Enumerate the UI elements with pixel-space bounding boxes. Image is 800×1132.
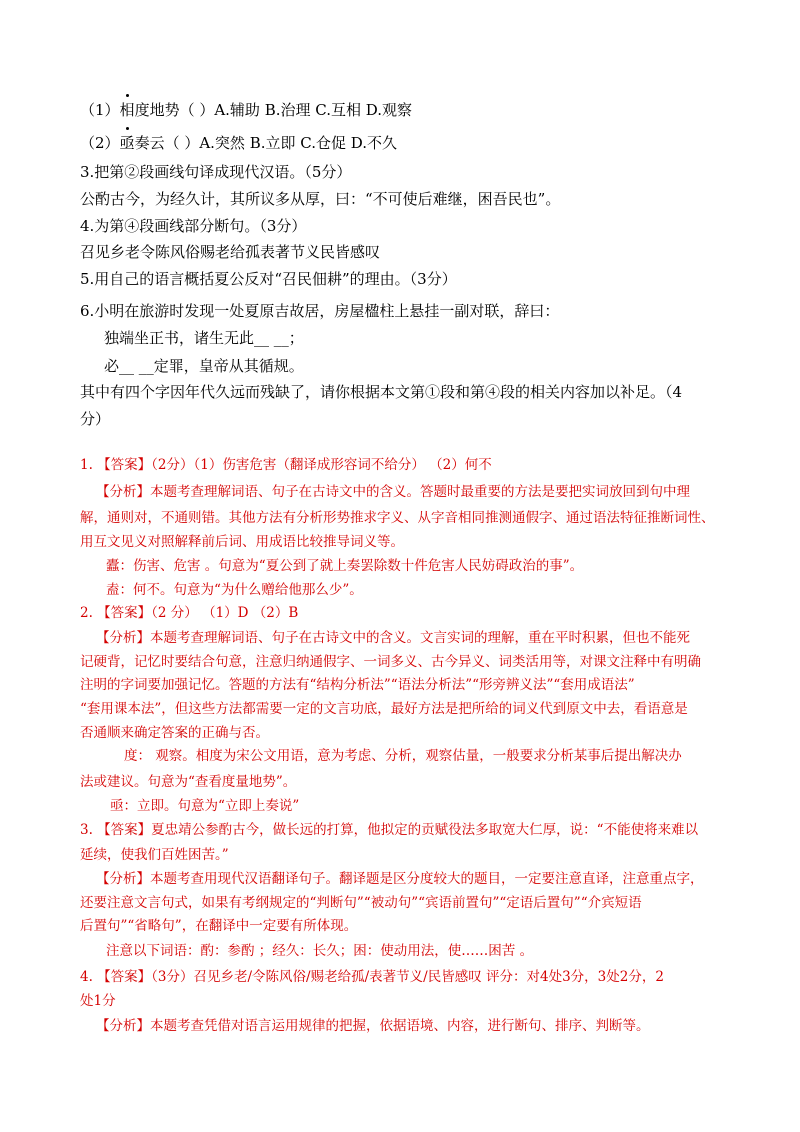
answer-2-note: 法或建议。句意为“查看度量地势”。 [80, 774, 297, 790]
answer-3-head: 3. 【答案】夏忠靖公参酌古今，做长远的打算，他拟定的贡赋役法多取宽大仁厚，说：“不能使将来难以 [80, 822, 699, 838]
q4-text: 召见乡老令陈风俗赐老给孤表著节义民皆感叹 [80, 243, 381, 261]
q6-couplet-line-1: 独端坐正书，诸生无此__ __； [104, 329, 304, 347]
answer-3-analysis: 【分析】本题考查用现代汉语翻译句子。翻译题是区分度较大的题目，一定要注意直译，注意重点字， [96, 871, 704, 887]
answer-1-note: 盍：何不。句意为“为什么赠给他那么少”。 [106, 582, 363, 598]
q2-option-2-prefix: （2） [80, 134, 120, 152]
answer-1-head: 1. 【答案】（2分）（1）伤害危害（翻译成形容词不给分） （2）何不 [80, 457, 492, 473]
q2-option-2-text: 奏云（ ）A.突然 B.立即 C.仓促 D.不久 [134, 134, 397, 152]
answer-2-note: 亟：立即。句意为“立即上奏说” [110, 798, 300, 814]
answer-3-note: 注意以下词语：酌：参酌 ；经久：长久；困：使动用法，使……困苦 。 [106, 943, 534, 959]
q2-option-1-prefix: （1） [80, 101, 120, 119]
q6-description-cont: 分） [80, 410, 111, 428]
answer-3-head: 延续，使我们百姓困苦。” [80, 847, 229, 863]
emphasis-dot-char: 相 [119, 101, 135, 119]
q6-couplet-line-2: 必__ __定罪，皇帝从其循规。 [104, 357, 304, 375]
answer-2-analysis: 【分析】本题考查理解词语、句子在古诗文中的含义。文言实词的理解，重在平时积累，但也不能死 [96, 630, 690, 646]
answer-4-head: 处1分 [80, 993, 116, 1009]
answer-3-analysis: 后置句”“省略句”，在翻译中一定要有所体现。 [80, 918, 358, 934]
answer-2-analysis: 注明的字词要加强记忆。答题的方法有“结构分析法”“语法分析法”“形旁辨义法”“套用成语法” [80, 677, 635, 693]
q2-option-2 [80, 132, 397, 154]
answer-2-analysis: 否通顺来确定答案的正确与否。 [80, 725, 269, 741]
answer-4-analysis: 【分析】本题考查凭借对语言运用规律的把握，依据语境、内容，进行断句、排序、判断等。 [96, 1018, 650, 1034]
answer-1-note: 蠹：伤害、危害 。句意为“夏公到了就上奏罢除数十件危害人民妨碍政治的事”。 [106, 558, 584, 574]
answer-1-analysis: 解，通则对，不通则错。其他方法有分析形势推求字义、从字音相同推测通假字、通过语法特征推断词性、 [80, 510, 715, 526]
answer-3-analysis: 还要注意文言句式，如果有考纲规定的“判断句”“被动句”“宾语前置句”“定语后置句”“介宾短语 [80, 895, 642, 911]
answer-4-head: 4. 【答案】（3分）召见乡老/令陈风俗/赐老给孤/表著节义/民皆感叹 评分：对4处3分，3处2分，2 [80, 969, 664, 985]
answer-2-analysis: “套用课本法”，但这些方法都需要一定的文言功底，最好方法是把所给的词义代到原文中去，看语意是 [80, 701, 688, 717]
q6-title: 6.小明在旅游时发现一处夏原吉故居，房屋楹柱上悬挂一副对联，辞曰： [80, 302, 560, 320]
answer-2-analysis: 记硬背，记忆时要结合句意，注意归纳通假字、一词多义、古今异义、词类活用等，对课文注释中有明确 [80, 654, 701, 670]
q3-text: 公酌古今，为经久计，其所议多从厚，曰：“不可使后难继，困吾民也”。 [80, 190, 561, 208]
q2-option-1 [80, 99, 412, 121]
answer-2-note: 度： 观察。相度为宋公文用语，意为考虑、分析，观察估量，一般要求分析某事后提出解决办 [124, 748, 682, 764]
q5-title: 5.用自己的语言概括夏公反对“召民佃耕”的理由。（3分） [80, 270, 457, 288]
q6-description: 其中有四个字因年代久远而残缺了，请你根据本文第①段和第④段的相关内容加以补足。（4 [80, 383, 683, 401]
answer-2-head: 2. 【答案】（2 分） （1）D （2）B [80, 605, 299, 621]
q3-title: 3.把第②段画线句译成现代汉语。（5分） [80, 163, 352, 181]
answer-1-analysis: 用互文见义对照解释前后词、用成语比较推导词义等。 [80, 534, 404, 550]
emphasis-dot-char: 亟 [119, 134, 135, 152]
answer-1-analysis: 【分析】本题考查理解词语、句子在古诗文中的含义。答题时最重要的方法是要把实词放回到句中理 [96, 484, 690, 500]
q2-option-1-text: 度地势（ ）A.辅助 B.治理 C.互相 D.观察 [134, 101, 412, 119]
q4-title: 4.为第④段画线部分断句。（3分） [80, 217, 307, 235]
